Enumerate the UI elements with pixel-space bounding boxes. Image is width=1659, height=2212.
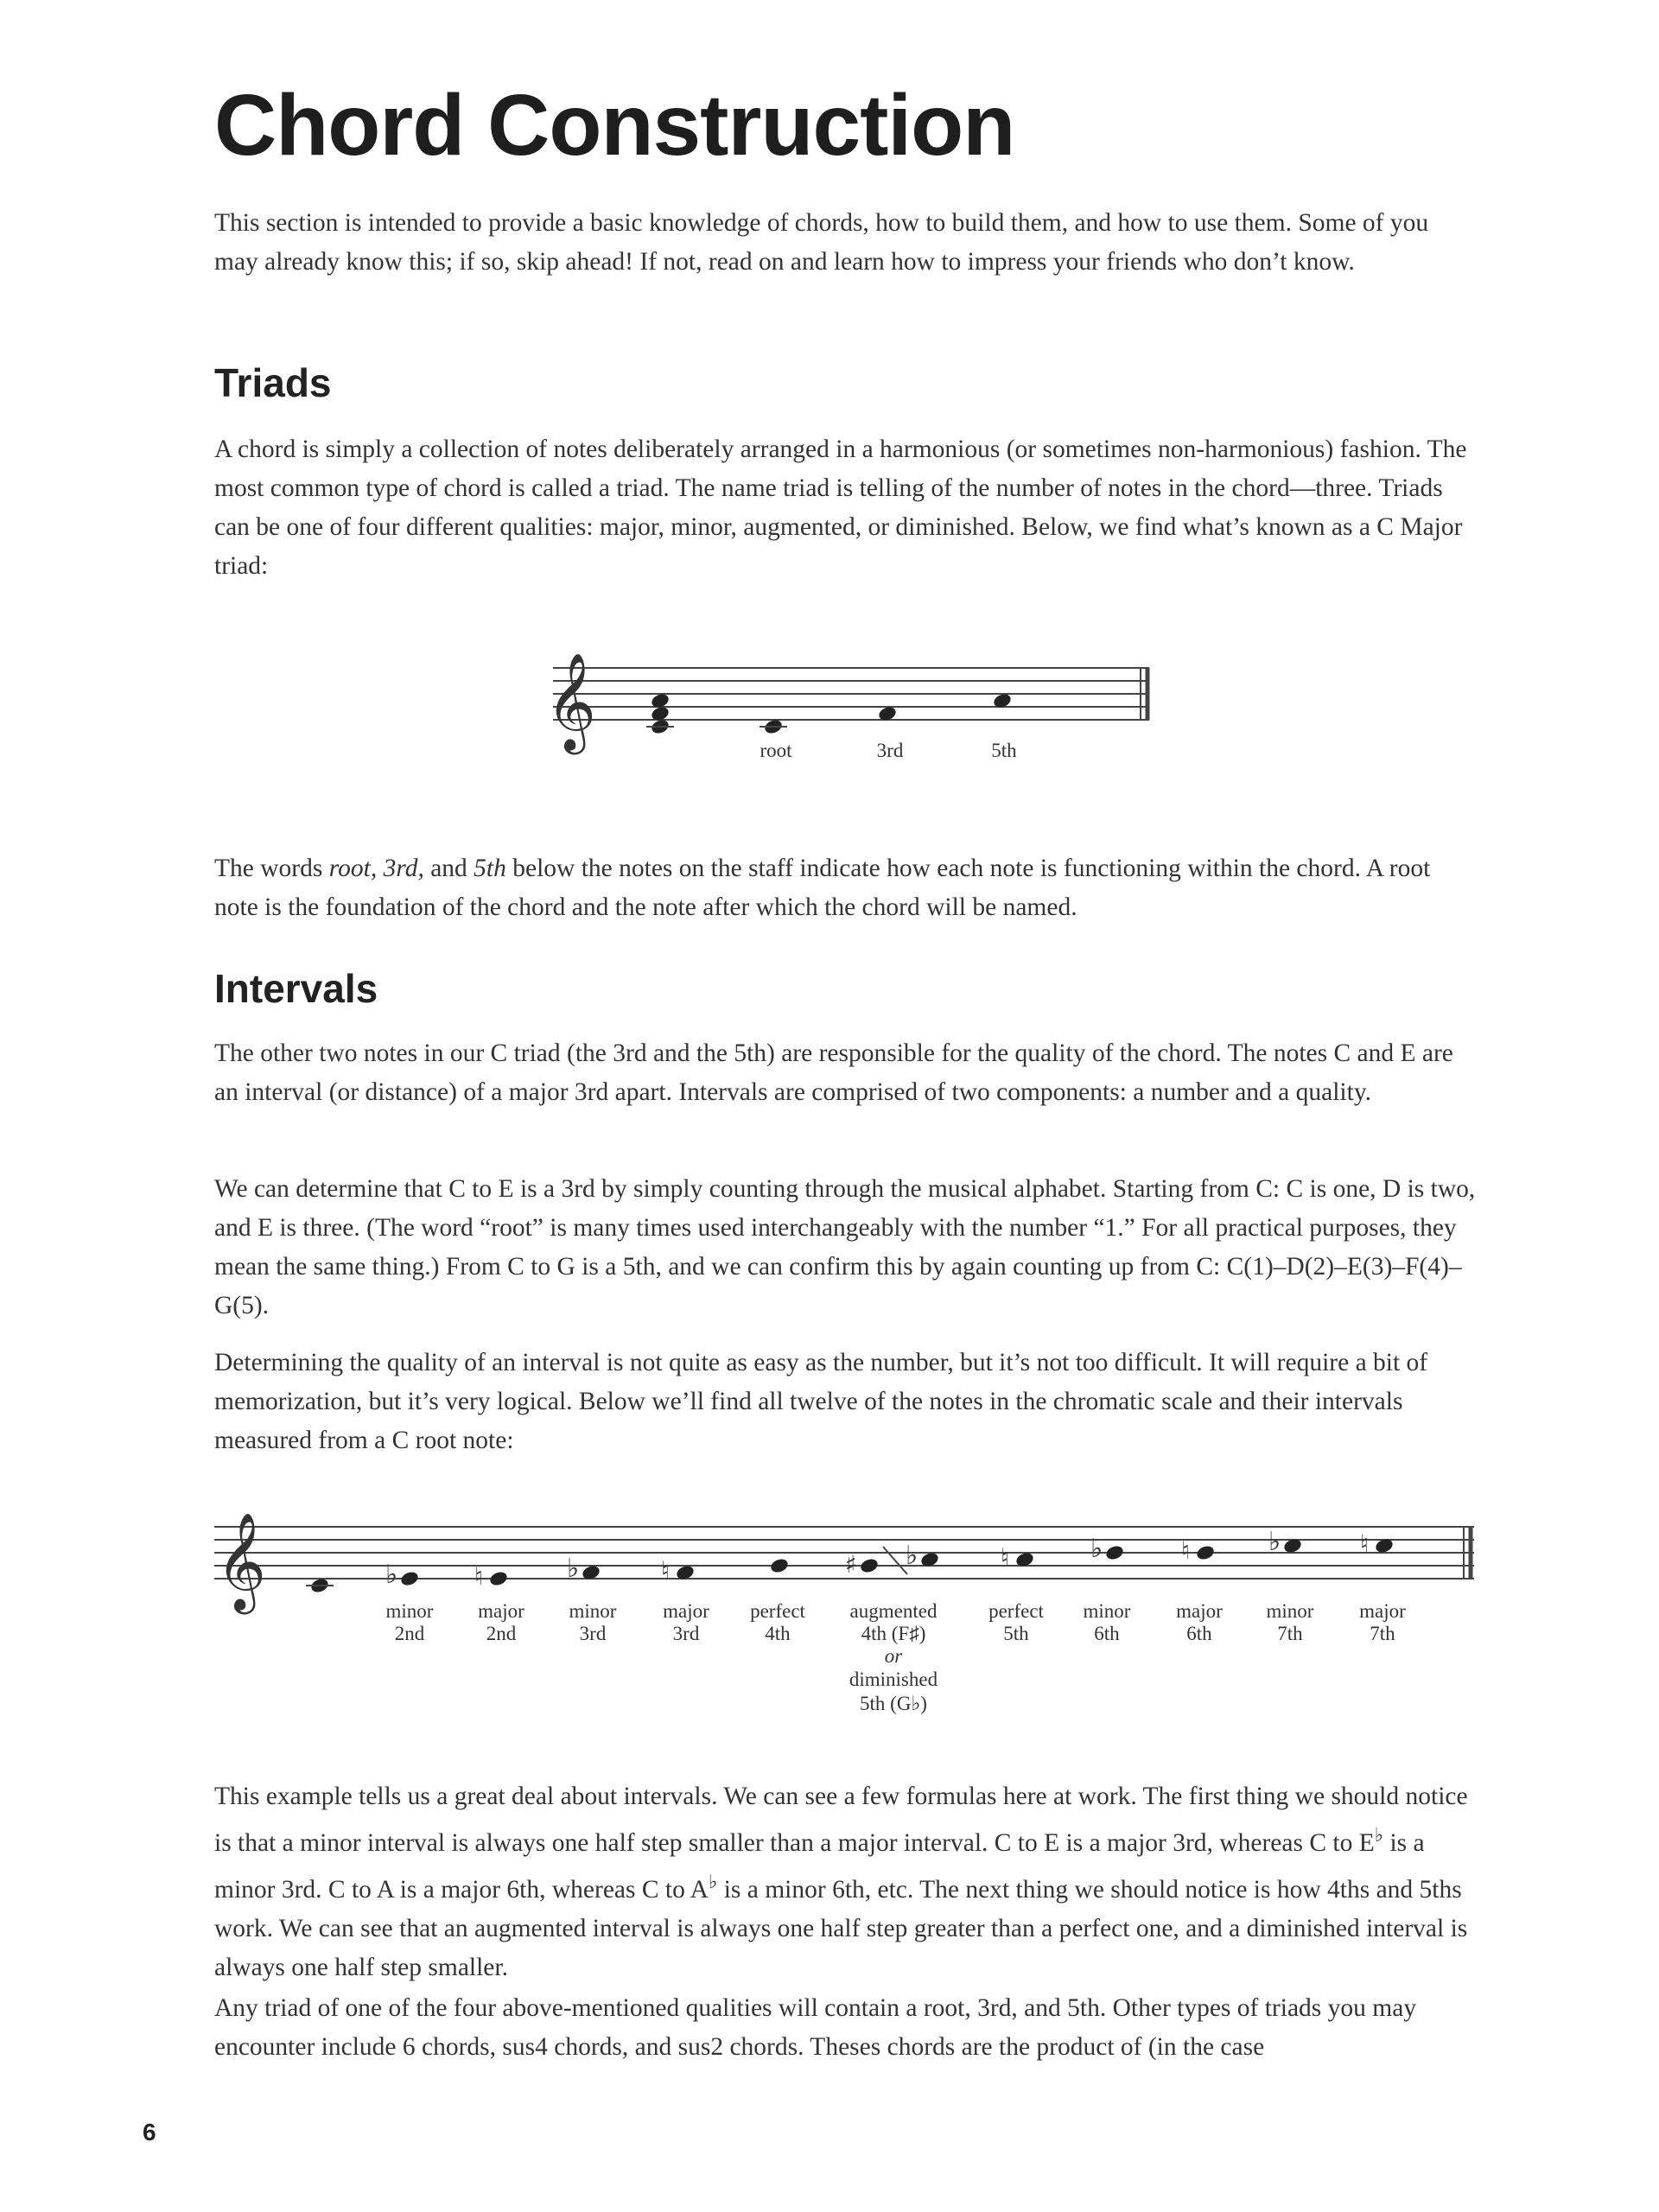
intervals-paragraph-5: Any triad of one of the four above-mentioned qualities will contain a root, 3rd, and 5th. Other types of triads you may encounter include 6 chords, sus4 chords, and sus2 chords. Theses chords are the product of (in the case <box>214 1994 1417 2061</box>
intervals-heading: Intervals <box>214 966 378 1011</box>
interval-label: 4th (F♯) <box>861 1623 926 1644</box>
interval-label: 5th (G♭) <box>860 1693 927 1714</box>
staff-lines <box>214 1527 1474 1579</box>
flat-icon: ♭ <box>1268 1527 1281 1557</box>
triads-heading: Triads <box>214 360 332 405</box>
interval-label: perfect <box>988 1600 1044 1622</box>
label-5th: 5th <box>991 740 1017 761</box>
treble-clef-icon: 𝄞 <box>216 1512 266 1611</box>
natural-icon: ♮ <box>474 1562 484 1591</box>
interval-label: 7th <box>1370 1623 1395 1644</box>
interval-label: 4th <box>765 1623 791 1644</box>
interval-label: major <box>663 1600 709 1622</box>
interval-label-or: or <box>884 1645 903 1667</box>
interval-label: minor <box>1266 1600 1314 1622</box>
flat-icon: ♭ <box>1090 1534 1103 1564</box>
flat-icon: ♭ <box>708 1871 718 1893</box>
interval-label: minor <box>569 1600 617 1622</box>
interval-label: perfect <box>750 1600 805 1622</box>
triads-paragraph: A chord is simply a collection of notes deliberately arranged in a harmonious (or sometimes non-harmonious) fashion. The most common type of chord is called a triad. The name triad is telling of the number of notes in the chord—three. Triads can be one of four different qualities: major, minor, augmented, or diminished. Below, we find what’s known as a C Major triad: <box>214 435 1467 580</box>
label-3rd: 3rd <box>876 740 904 761</box>
triad-staff-figure <box>536 639 1175 769</box>
triads-after-paragraph: The words root, 3rd, and 5th below the notes on the staff indicate how each note is functioning within the chord. A root note is the foundation of the chord and the note after which the chord will be named. <box>214 855 1431 921</box>
label-root: root <box>760 740 792 761</box>
flat-icon: ♭ <box>567 1554 580 1584</box>
interval-label: 2nd <box>486 1623 517 1644</box>
natural-icon: ♮ <box>1181 1536 1191 1565</box>
intervals-paragraph-2: We can determine that C to E is a 3rd by simply counting through the musical alphabet. Starting from C: C is one, D is two, and E is three. (The word “root” is many times used interchangeably with the number “1.” For all practical purposes, they mean the same thing.) From C to G is a 5th, and we can confirm this by again counting up from C: C(1)–D(2)–E(3)–F(4)–G(5). <box>214 1175 1476 1319</box>
interval-label: 3rd <box>672 1623 700 1644</box>
flat-icon: ♭ <box>906 1541 918 1571</box>
interval-label: major <box>1359 1600 1406 1622</box>
note-d <box>488 1570 509 1587</box>
intervals-paragraph-4: This example tells us a great deal about intervals. We can see a few formulas here at work. The first thing we should notice is that a minor interval is always one half step smaller than a major interval. C to E is a major 3rd, whereas C to E♭ is a minor 3rd. C to A is a major 6th, whereas C to A♭ is a minor 6th, etc. The next thing we should notice is how 4ths and 5ths work. We can see that an augmented interval is always one half step greater than a perfect one, and a diminished interval is always one half step smaller. <box>214 1783 1468 1981</box>
note-db <box>399 1570 420 1587</box>
intro-paragraph: This section is intended to provide a basic knowledge of chords, how to build them, and how to use them. Some of you may already know this; if so, skip ahead! If not, read on and learn how to impress your friends who don’t know. <box>214 209 1429 276</box>
interval-label: 3rd <box>579 1623 607 1644</box>
enharmonic-slash <box>883 1547 907 1574</box>
flat-icon: ♭ <box>1374 1825 1384 1847</box>
triad-chord <box>650 692 671 735</box>
note-f <box>769 1557 790 1574</box>
interval-label: 6th <box>1094 1623 1120 1644</box>
interval-label: 6th <box>1186 1623 1212 1644</box>
note-f-sharp <box>859 1557 880 1574</box>
natural-icon: ♮ <box>1360 1529 1370 1558</box>
interval-label: 7th <box>1277 1623 1303 1644</box>
note-ab <box>1104 1544 1125 1561</box>
intervals-paragraph-1: The other two notes in our C triad (the 3rd and the 5th) are responsible for the quality of the chord. The notes C and E are an interval (or distance) of a major 3rd apart. Intervals are comprised of two components: a number and a quality. <box>214 1039 1453 1106</box>
intervals-paragraph-3: Determining the quality of an interval is not quite as easy as the number, but it’s not too difficult. It will require a bit of memorization, but it’s very logical. Below we’ll find all twelve of the notes in the chromatic scale and their intervals measured from a C root note: <box>214 1349 1428 1454</box>
natural-icon: ♮ <box>661 1556 671 1585</box>
staff-lines <box>553 668 1149 720</box>
note-a <box>1195 1544 1216 1561</box>
natural-icon: ♮ <box>1001 1543 1010 1572</box>
treble-clef-icon: 𝄞 <box>546 652 596 751</box>
intervals-staff-figure <box>207 1503 1486 1728</box>
interval-label: minor <box>1083 1600 1131 1622</box>
sharp-icon: ♯ <box>845 1550 857 1579</box>
interval-label: augmented <box>849 1600 938 1622</box>
flat-icon: ♭ <box>385 1560 398 1590</box>
interval-label: 2nd <box>394 1623 425 1644</box>
interval-label: diminished <box>849 1669 938 1690</box>
page-number: 6 <box>143 2119 156 2145</box>
interval-label: major <box>478 1600 524 1622</box>
page-title: Chord Construction <box>214 77 1015 174</box>
interval-label: 5th <box>1003 1623 1029 1644</box>
interval-label: minor <box>385 1600 434 1622</box>
interval-label: major <box>1176 1600 1223 1622</box>
